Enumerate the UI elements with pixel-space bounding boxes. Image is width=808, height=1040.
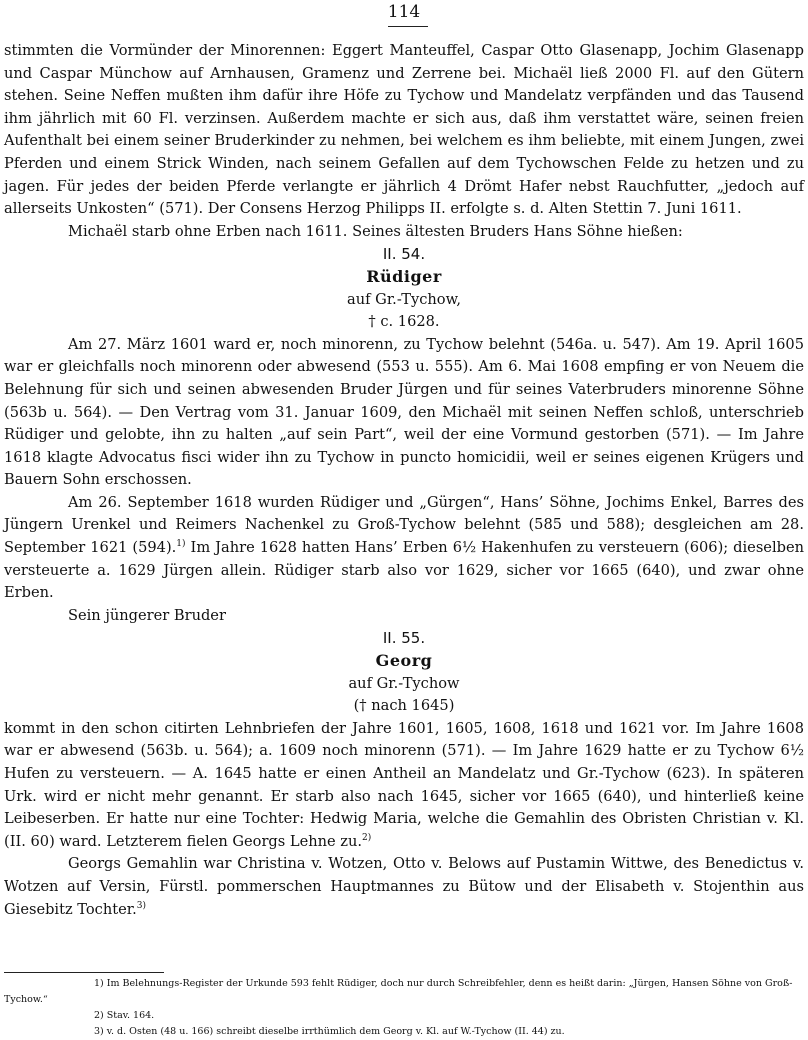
georg-paragraph-2 — [4, 853, 804, 921]
ruediger-paragraph-2-part-b: Im Jahre 1628 hatten Hans’ Erben 6½ Hakenhufen zu versteuern (606); dieselben versteuerte a. 1629 Jürgen allein. Rüdiger starb also vor 1629, sicher vor 1665 (640), und zwar ohne Erben. — [4, 539, 804, 602]
footnote-separator — [4, 972, 164, 973]
georg-paragraph-2-text: Georgs Gemahlin war Christina v. Wotzen, Otto v. Belows auf Pustamin Wittwe, des Benedictus v. Wotzen auf Versin, Fürstl. pommerschen Hauptmannes zu Bütow und der Elisabeth v. Stojenthin aus Giesebitz Tochter. — [4, 855, 804, 918]
footnote-ref-3: 3) — [136, 900, 147, 911]
page-number: 114 — [387, 2, 421, 22]
footnotes — [4, 976, 804, 1040]
ruediger-paragraph-1: Am 27. März 1601 ward er, noch minorenn, zu Tychow belehnt (546a. u. 547). Am 19. April 1605 war er gleichfalls noch minorenn oder abwesend (553 u. 555). Am 6. Mai 1608 empfing er von Neuem die Belehnung für sich und seinen abwesenden Bruder Jürgen und für seines Vaterbruders minorenne Söhne (563b u. 564). — Den Vertrag vom 31. Januar 1609, den Michaël mit seinen Neffen schloß, unterschrieb Rüdiger und gelobte, ihn zu halten „auf sein Part“, weil der eine Vormund gestorben (571). — Im Jahre 1618 klagte Advocatus fisci wider ihn zu Tychow in puncto homicidii, weil er seines eigenen Krügers und Bauern Sohn erschossen. — [4, 335, 804, 489]
person-dates-ruediger: † c. 1628. — [368, 313, 440, 331]
footnote-ref-1: 1) — [176, 539, 186, 550]
person-place-georg: auf Gr.-Tychow — [348, 674, 460, 692]
section-number-ruediger: II. 54. — [382, 245, 426, 264]
transition-paragraph: Michaël starb ohne Erben nach 1611. Seines ältesten Bruders Hans Söhne hießen: — [68, 222, 683, 240]
section-number-georg: II. 55. — [382, 629, 426, 648]
person-dates-georg: († nach 1645) — [353, 697, 455, 715]
main-text — [4, 40, 804, 921]
georg-paragraph-1 — [4, 718, 804, 854]
georg-paragraph-1-text: kommt in den schon citirten Lehnbriefen der Jahre 1601, 1605, 1608, 1618 und 1621 vor. Im Jahre 1608 war er abwesend (563b. u. 564); a. 1609 noch minorenn (571). — Im Jahre 1629 hatte er zu Tychow 6½ Hufen zu versteuern. — A. 1645 hatte er einen Antheil an Mandelatz und Gr.-Tychow (623). In späteren Urk. wird er nicht mehr genannt. Er starb also nach 1645, sicher vor 1665 (640), und hinterließ keine Leibeserben. Er hatte nur eine Tochter: Hedwig Maria, welche die Gemahlin des Obristen Christian v. Kl. (II. 60) ward. Letzterem fielen Georgs Lehne zu. — [4, 719, 804, 850]
person-name-ruediger: Rüdiger — [366, 266, 442, 286]
person-name-georg: Georg — [375, 651, 433, 671]
intro-paragraph: stimmten die Vormünder der Minorennen: Eggert Manteuffel, Caspar Otto Glasenapp, Jochim Glasenapp und Caspar Münchow auf Arnhausen, Gramenz und Zerrene bei. Michaël ließ 2000 Fl. auf den Gütern stehen. Seine Neffen mußten ihm dafür ihre Höfe zu Tychow und Mandelatz verpfänden und das Tausend ihm jährlich mit 60 Fl. verzinsen. Außerdem machte er sich aus, daß ihm verstattet wäre, seinen freien Aufenthalt bei einem seiner Bruderkinder zu nehmen, bei welchem es ihm beliebte, mit einem Jungen, zwei Pferden und einem Strick Winden, nach seinem Gefallen auf dem Tychowschen Felde zu hetzen und zu jagen. Für jedes der beiden Pferde verlangte er jährlich 4 Drömt Hafer nebst Rauchfutter, „jedoch auf allerseits Unkosten“ (571). Der Consens Herzog Philipps II. erfolgte s. d. Alten Stettin 7. Juni 1611. — [4, 42, 804, 218]
footnote-1: 1) Im Belehnungs-Register der Urkunde 593 fehlt Rüdiger, doch nur durch Schreibfehler, denn es heißt darin: „Jürgen, Hansen Söhne von Groß-Tychow.“ — [4, 978, 793, 1005]
footnote-ref-2: 2) — [362, 832, 372, 843]
ruediger-paragraph-2 — [4, 492, 804, 605]
ruediger-paragraph-2-part-a: Am 26. September 1618 wurden Rüdiger und „Gürgen“, Hans’ Söhne, Jochims Enkel, Barres des Jüngern Urenkel und Reimers Nachenkel zu Groß-Tychow belehnt (585 und 588); desgleichen am 28. September 1621 (594). — [4, 493, 804, 557]
footnote-3: 3) v. d. Osten (48 u. 166) schreibt dieselbe irrthümlich dem Georg v. Kl. auf W.-Tychow (II. 44) zu. — [94, 1026, 565, 1037]
person-place-ruediger: auf Gr.-Tychow, — [347, 290, 461, 308]
footnote-2: 2) Stav. 164. — [94, 1010, 155, 1021]
page-number-underline — [388, 26, 428, 27]
ruediger-transition: Sein jüngerer Bruder — [68, 606, 226, 624]
